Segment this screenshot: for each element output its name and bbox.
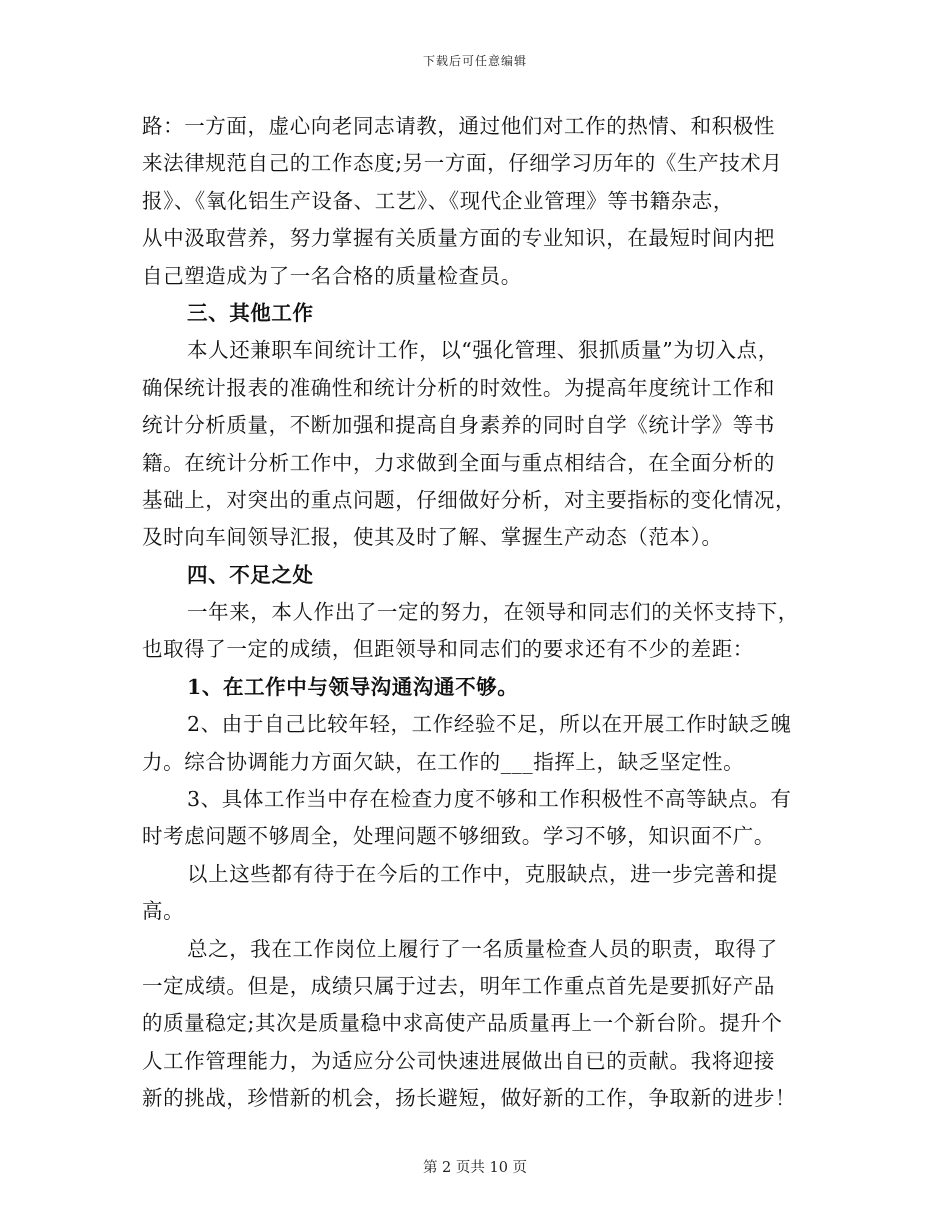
body-line: 及时向车间领导汇报，使其及时了解、掌握生产动态（范本）。 (142, 525, 723, 550)
body-line: 高。 (142, 899, 185, 924)
page-header: 下载后可任意编辑 (422, 54, 527, 68)
body-line: 3、具体工作当中存在检查力度不够和工作积极性不高等缺点。有 (187, 787, 792, 812)
body-line: 一年来，本人作出了一定的努力，在领导和同志们的关怀支持下， (187, 600, 799, 625)
body-line: 确保统计报表的准确性和统计分析的时效性。为提高年度统计工作和 (142, 375, 775, 400)
body-line: 2、由于自己比较年轻，工作经验不足，所以在开展工作时缺乏魄 (187, 712, 792, 737)
body-line: 从中汲取营养，努力掌握有关质量方面的专业知识，在最短时间内把 (142, 226, 775, 251)
body-line: 人工作管理能力，为适应分公司快速进展做出自已的贡献。我将迎接 (142, 1048, 775, 1073)
body-line: 时考虑问题不够周全，处理问题不够细致。学习不够，知识面不广。 (142, 824, 775, 849)
body-line: 基础上，对突出的重点问题，仔细做好分析，对主要指标的变化情况， (142, 487, 797, 512)
body-line: 新的挑战，珍惜新的机会，扬长避短，做好新的工作，争取新的进步！ (142, 1086, 797, 1111)
body-line: 路：一方面，虚心向老同志请教，通过他们对工作的热情、和积极性 (142, 114, 775, 138)
body-line: 以上这些都有待于在今后的工作中，克服缺点，进一步完善和提 (187, 861, 778, 886)
section-heading-other-work: 三、其他工作 (187, 300, 314, 325)
body-line: 力。综合协调能力方面欠缺，在工作的___指挥上，缺乏坚定性。 (142, 749, 745, 774)
section-heading-shortcomings: 四、不足之处 (187, 562, 314, 587)
body-line: 总之，我在工作岗位上履行了一名质量检查人员的职责，取得了 (187, 936, 778, 961)
document-body (142, 108, 812, 1118)
list-item-heading: 1、在工作中与领导沟通沟通不够。 (187, 674, 519, 699)
body-line: 本人还兼职车间统计工作，以“强化管理、狠抓质量”为切入点， (187, 338, 779, 363)
body-line: 也取得了一定的成绩，但距领导和同志们的要求还有不少的差距： (142, 637, 754, 662)
page-number: 第 2 页共 10 页 (422, 1160, 528, 1176)
body-line: 籍。在统计分析工作中，力求做到全面与重点相结合，在全面分析的 (142, 450, 775, 475)
body-line: 来法律规范自己的工作态度;另一方面，仔细学习历年的《生产技术月 (142, 151, 783, 176)
body-line: 一定成绩。但是，成绩只属于过去，明年工作重点首先是要抓好产品 (142, 973, 775, 998)
body-line: 报》、《氧化铝生产设备、工艺》、《现代企业管理》等书籍杂志， (142, 188, 734, 213)
body-line: 统计分析质量，不断加强和提高自身素养的同时自学《统计学》等书 (142, 413, 775, 438)
body-line: 的质量稳定;其次是质量稳中求高使产品质量再上一个新台阶。提升个 (142, 1011, 783, 1036)
body-line: 自己塑造成为了一名合格的质量检查员。 (142, 263, 522, 288)
